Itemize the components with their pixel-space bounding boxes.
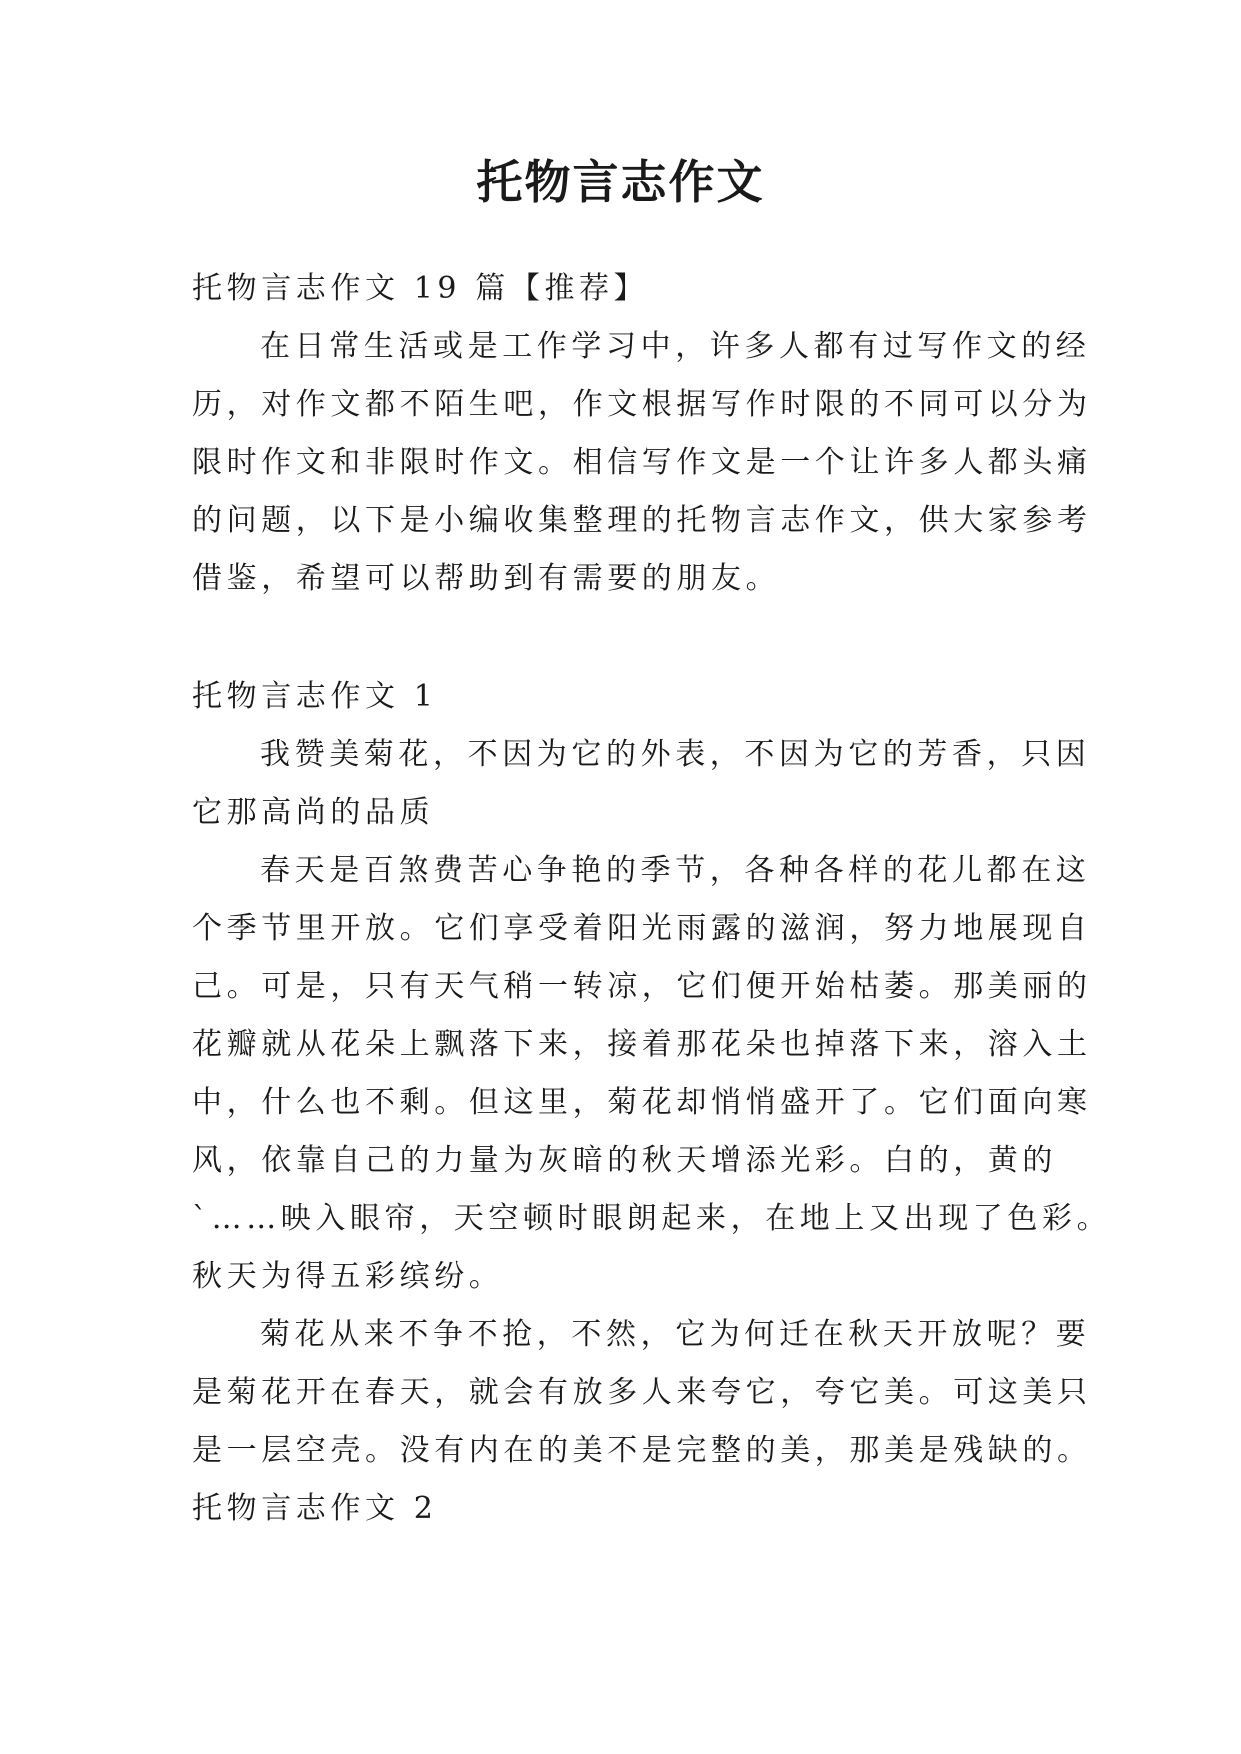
essay-1-paragraph-3 (192, 1306, 1092, 1480)
paragraph-line: 借鉴，希望可以帮助到有需要的朋友。 (192, 561, 781, 596)
paragraph-line: 个季节里开放。它们享受着阳光雨露的滋润，努力地展现自 (192, 911, 1092, 946)
document-body (192, 260, 1112, 1538)
paragraph-line: `……映入眼帘，天空顿时眼朗起来，在地上又出现了色彩。 (192, 1201, 1112, 1236)
paragraph-line: 花瓣就从花朵上飘落下来，接着那花朵也掉落下来，溶入土 (192, 1027, 1092, 1062)
paragraph-line: 风，依靠自己的力量为灰暗的秋天增添光彩。白的，黄的 (192, 1143, 1057, 1178)
paragraph-line: 的问题，以下是小编收集整理的托物言志作文，供大家参考 (192, 503, 1092, 538)
paragraph-line: 在日常生活或是工作学习中，许多人都有过写作文的经 (260, 329, 1091, 364)
paragraph-line: 中，什么也不剩。但这里，菊花却悄悄盛开了。它们面向寒 (192, 1085, 1092, 1120)
section-spacer (192, 608, 1077, 668)
paragraph-line: 历，对作文都不陌生吧，作文根据写作时限的不同可以分为 (192, 387, 1092, 422)
essay-1-paragraph-2 (192, 842, 1112, 1306)
paragraph-line: 它那高尚的品质 (192, 795, 435, 830)
essay-1-paragraph-1 (192, 726, 1091, 842)
paragraph-line: 春天是百煞费苦心争艳的季节，各种各样的花儿都在这 (260, 853, 1091, 888)
paragraph-line: 己。可是，只有天气稍一转凉，它们便开始枯萎。那美丽的 (192, 969, 1092, 1004)
essay-2-heading: 托物言志作文 2 (192, 1491, 438, 1526)
intro-paragraph (192, 318, 1092, 608)
paragraph-line: 限时作文和非限时作文。相信写作文是一个让许多人都头痛 (192, 445, 1092, 480)
essay-1-heading: 托物言志作文 1 (192, 679, 438, 714)
document-subtitle: 托物言志作文 19 篇【推荐】 (192, 271, 649, 306)
paragraph-line: 是菊花开在春天，就会有放多人来夸它，夸它美。可这美只 (192, 1375, 1092, 1410)
paragraph-line: 菊花从来不争不抢，不然，它为何迁在秋天开放呢？要 (260, 1317, 1091, 1352)
document-title: 托物言志作文 (476, 155, 765, 209)
paragraph-line: 秋天为得五彩缤纷。 (192, 1259, 504, 1294)
paragraph-line: 是一层空壳。没有内在的美不是完整的美，那美是残缺的。 (192, 1433, 1092, 1468)
paragraph-line: 我赞美菊花，不因为它的外表，不因为它的芳香，只因 (260, 737, 1091, 772)
